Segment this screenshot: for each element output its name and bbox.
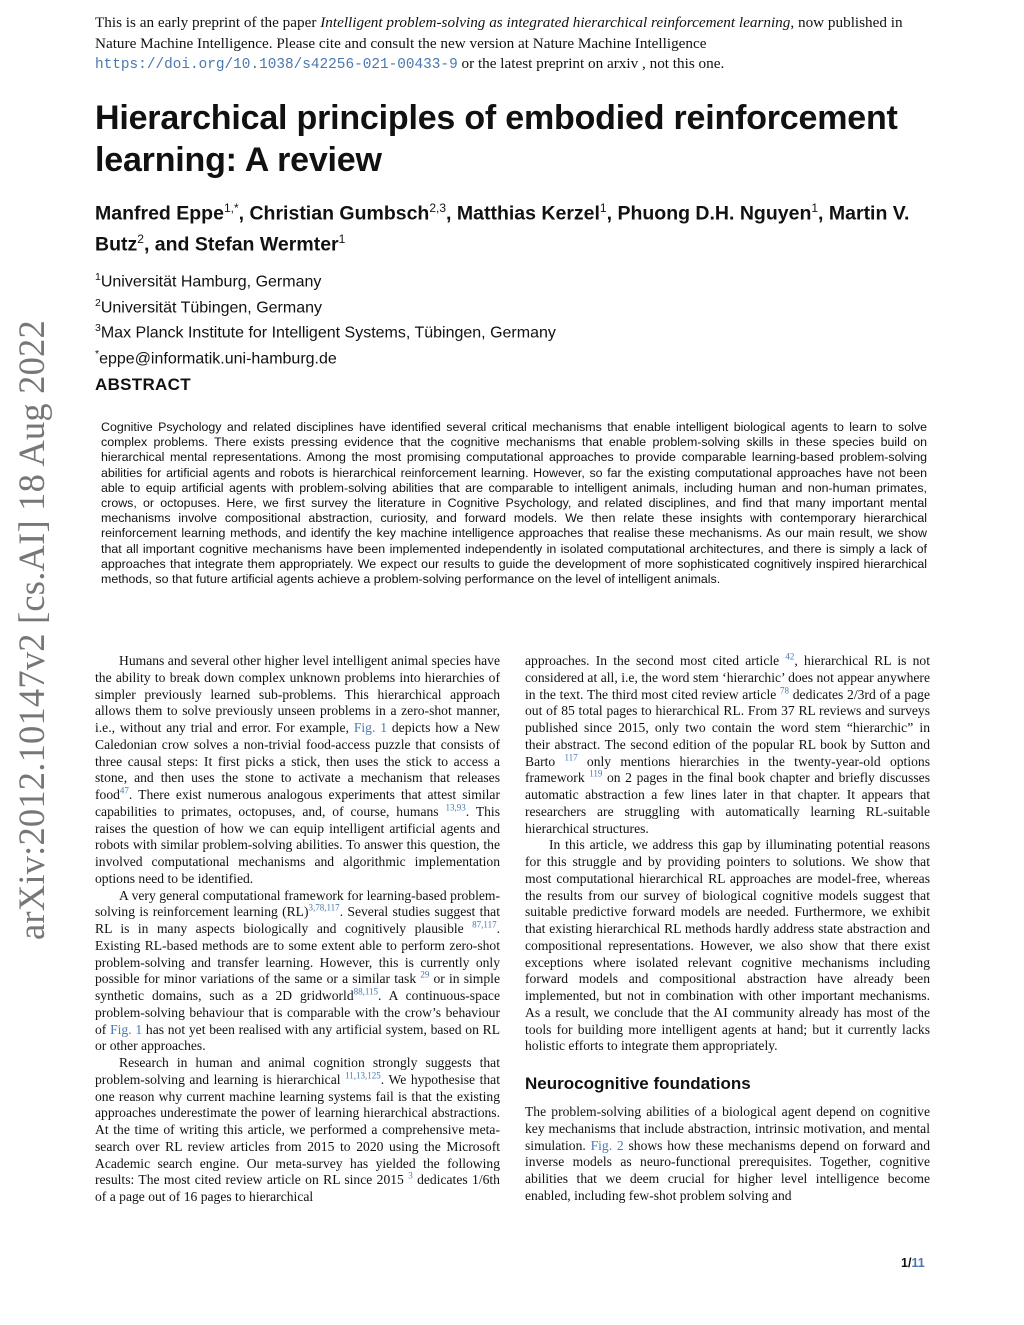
doi-link[interactable]: https://doi.org/10.1038/s42256-021-00433-9 bbox=[95, 57, 458, 73]
citation-link[interactable]: 87,117 bbox=[472, 919, 497, 930]
page-total-link[interactable]: 11 bbox=[911, 1256, 925, 1270]
citation-link[interactable]: 3 bbox=[408, 1170, 413, 1181]
citation-link[interactable]: 29 bbox=[420, 969, 430, 980]
author-name: Phuong D.H. Nguyen bbox=[617, 202, 812, 225]
citation-link[interactable]: 119 bbox=[589, 768, 603, 779]
text-run: on 2 pages in the final book chapter and briefly discusses automatic abstraction a few lines later in that chapter. It appears that researchers are struggling with automatically learning RL-suitable hierarchical structures. bbox=[525, 770, 931, 836]
author-separator: , bbox=[818, 202, 829, 225]
contact-email[interactable]: eppe@informatik.uni-hamburg.de bbox=[99, 350, 337, 368]
notice-text-2: , now published in Nature Machine Intelligence. Please cite and consult the new version at Nature Machine Intelligence bbox=[95, 14, 903, 52]
page-number bbox=[901, 1256, 925, 1270]
affiliation-line bbox=[95, 267, 935, 293]
affiliation-line bbox=[95, 344, 935, 370]
figure-ref-link[interactable]: Fig. 1 bbox=[110, 1021, 143, 1037]
author-affil-mark: 1 bbox=[338, 231, 346, 246]
author-separator: , bbox=[446, 202, 457, 225]
section-heading: Neurocognitive foundations bbox=[525, 1074, 751, 1093]
body-paragraph bbox=[95, 888, 500, 1056]
author-name: Martin V. Butz bbox=[95, 202, 910, 255]
body-paragraph bbox=[95, 653, 500, 888]
author-affil-mark: 1 bbox=[599, 201, 607, 215]
citation-link[interactable]: 42 bbox=[785, 651, 795, 662]
text-run: The problem-solving abilities of a biological agent depend on cognitive key mechanisms that include abstraction, intrinsic motivation, and mental simulation. bbox=[525, 1104, 930, 1153]
text-run: . This raises the question of how we can equip intelligent artificial agents and robots with similar problem-solving abilities. To answer this question, the involved computational mechanisms and algorithmic implementation options need to be identified. bbox=[95, 803, 500, 886]
text-run: . Several studies suggest that RL is in many aspects biologically and cognitively plausible bbox=[95, 904, 500, 936]
notice-text: This is an early preprint of the paper bbox=[95, 14, 321, 31]
citation-link[interactable]: 47 bbox=[119, 785, 129, 796]
body-column-right bbox=[525, 653, 930, 1205]
text-run: or in simple synthetic domains, such as a 2D gridworld bbox=[95, 971, 500, 1003]
author-separator: , and bbox=[143, 233, 195, 255]
author-name: Christian Gumbsch bbox=[249, 202, 430, 225]
author-name: Manfred Eppe bbox=[95, 202, 224, 225]
abstract-heading: ABSTRACT bbox=[95, 375, 191, 394]
citation-link[interactable]: 88,115 bbox=[353, 986, 379, 997]
body-paragraph bbox=[95, 1055, 500, 1206]
citation-link[interactable]: 13,93 bbox=[445, 802, 466, 813]
text-run: has not yet been realised with any artificial system, based on RL or other approaches. bbox=[95, 1021, 500, 1054]
abstract-body: Cognitive Psychology and related disciplines have identified several critical mechanisms that enable intelligent biological agents to learn to solve complex problems. There exists pressing evidence that the cognitive mechanisms that enable problem-solving skills in these species build on hierarchical mental representations. Among the most promising computational approaches to provide comparable learning-based problem-solving abilities for artificial agents and robots is hierarchical reinforcement learning. However, so far the existing computational approaches have not been able to equip artificial agents with problem-solving abilities that are comparable to intelligent animals, including human and non-human primates, crows, or octopuses. Here, we first survey the literature in Cognitive Psychology, and related disciplines, and find that many important mental mechanisms involve compositional abstraction, curiosity, and forward models. We then relate these insights with contemporary hierarchical reinforcement learning methods, and identify the key machine intelligence approaches that realise these mechanisms. As our main result, we show that all important cognitive mechanisms have been implemented independently in isolated computational architectures, and there is simply a lack of approaches that integrate them appropriately. We expect our results to guide the development of more sophisticated cognitively inspired hierarchical methods, so that future artificial agents achieve a problem-solving performance on the level of intelligent animals. bbox=[101, 420, 927, 587]
text-run: approaches. In the second most cited article bbox=[525, 653, 786, 668]
text-run: , hierarchical RL is not considered at all, i.e, the word stem ‘hierarchic’ does not appear anywhere in the text. The third most cited review article bbox=[525, 653, 930, 702]
affiliation-text: Universität Tübingen, Germany bbox=[100, 299, 322, 317]
author-separator: , bbox=[238, 202, 250, 225]
citation-link[interactable]: 78 bbox=[780, 684, 789, 695]
affiliation-mark: * bbox=[95, 348, 100, 361]
text-run: Humans and several other higher level intelligent animal species have the ability to break down complex unknown problems into hierarchies of simpler previously learned sub-problems. This hierarchical approach allows them to solve previously unseen problems in a zero-shot manner, i.e., without any trial and error. For example, bbox=[95, 653, 500, 735]
body-paragraph bbox=[525, 653, 930, 837]
text-run: . There exist numerous analogous experiments that attest similar capabilities to primates, octopuses, and, of course, humans bbox=[95, 787, 500, 819]
text-run: shows how these mechanisms depend on forward and inverse models as neuro-functional prerequisites. Together, cognitive abilities that we deem crucial for higher level intelligence become enabled, including few-shot problem solving and bbox=[525, 1137, 930, 1203]
affiliation-mark: 1 bbox=[95, 271, 101, 283]
affiliation-text: Max Planck Institute for Intelligent Systems, Tübingen, Germany bbox=[100, 324, 556, 342]
author-name: Stefan Wermter bbox=[194, 233, 339, 255]
affiliation-line bbox=[95, 293, 935, 319]
affiliation-mark: 3 bbox=[95, 322, 101, 335]
page-separator: / bbox=[907, 1256, 912, 1270]
author-affil-mark: 1,* bbox=[223, 201, 239, 215]
affiliation-text: Universität Hamburg, Germany bbox=[100, 273, 322, 291]
text-run: . We hypothesise that one reason why current machine learning systems fail is that the existing approaches underestimate the power of learning hierarchical abstractions. At the time of writing this article, we performed a comprehensive meta-search over RL review articles from 2015 to 2020 using the Microsoft Academic search engine. Our meta-survey has yielded the following results: The most cited review article on RL since 2015 bbox=[95, 1071, 500, 1188]
author-list bbox=[95, 196, 935, 257]
notice-tail: or the latest preprint on arxiv , not this one. bbox=[457, 55, 725, 72]
arxiv-stamp: arXiv:2012.10147v2 [cs.AI] 18 Aug 2022 bbox=[11, 320, 52, 940]
page-current: 1 bbox=[901, 1256, 908, 1270]
text-run: dedicates 2/3rd of a page out of 85 total pages to hierarchical RL. From 37 RL reviews and surveys published since 2015, only two contain the word stem “hierarchic” in their abstract. The second edition of the popular RL book by Sutton and Barto bbox=[525, 686, 930, 769]
author-separator: , bbox=[606, 202, 618, 225]
figure-ref-link[interactable]: Fig. 1 bbox=[353, 720, 388, 735]
author-affil-mark: 1 bbox=[811, 201, 819, 215]
author-affil-mark: 2,3 bbox=[429, 201, 447, 215]
figure-ref-link[interactable]: Fig. 2 bbox=[590, 1137, 624, 1153]
body-paragraph bbox=[525, 1104, 930, 1205]
preprint-notice bbox=[95, 13, 935, 76]
citation-link[interactable]: 11,13,125 bbox=[345, 1070, 381, 1081]
citation-link[interactable]: 117 bbox=[564, 751, 578, 762]
notice-paper-title: Intelligent problem-solving as integrated hierarchical reinforcement learning bbox=[320, 14, 791, 31]
author-name: Matthias Kerzel bbox=[456, 202, 600, 225]
text-run: . A continuous-space problem-solving behaviour that is comparable with the crow’s behaviour of bbox=[95, 988, 500, 1037]
citation-link[interactable]: 3,78,117 bbox=[308, 902, 340, 913]
text-run: A very general computational framework for learning-based problem-solving is reinforcement learning (RL) bbox=[95, 887, 500, 920]
text-run: dedicates 1/6th of a page out of 16 pages to hierarchical bbox=[95, 1172, 500, 1204]
text-run: . Existing RL-based methods are to some extent able to perform zero-shot problem-solving and transfer learning. However, this is currently only possible for minor variations of the same or a similar task bbox=[95, 921, 500, 987]
body-paragraph: In this article, we address this gap by illuminating potential reasons for this struggle and by providing pointers to solutions. We show that most computational hierarchical RL approaches are model-free, whereas the results from our survey of biological cognitive models suggest that suitable predictive forward models are needed. Furthermore, we exhibit that existing hierarchical RL methods hardly address state abstraction and compositional representations. However, we also show that there exist exceptions where isolated relevant cognitive mechanisms including forward models and compositional abstraction have already been implemented, but not in combination with other important mechanisms. As a result, we conclude that the AI community already has most of the tools for building more intelligent agents at hand; but it currently lacks holistic efforts to integrate them appropriately. bbox=[525, 837, 930, 1054]
paper-title: Hierarchical principles of embodied reinforcement learning: A review bbox=[95, 99, 898, 179]
affiliation-line bbox=[95, 318, 935, 344]
text-run: only mentions hierarchies in the twenty-year-old options framework bbox=[525, 753, 930, 786]
text-run: Research in human and animal cognition strongly suggests that problem-solving and learning is hierarchical bbox=[95, 1055, 500, 1087]
affiliation-mark: 2 bbox=[95, 296, 101, 309]
affiliations bbox=[95, 267, 935, 370]
body-column-left bbox=[95, 653, 500, 1206]
author-affil-mark: 2 bbox=[137, 231, 144, 246]
text-run: depicts how a New Caledonian crow solves a non-trivial food-access puzzle that consists of three causal steps: It first picks a stick, then uses the stick to access a stone, and then uses the stone to activate a mechanism that releases food bbox=[95, 720, 501, 802]
